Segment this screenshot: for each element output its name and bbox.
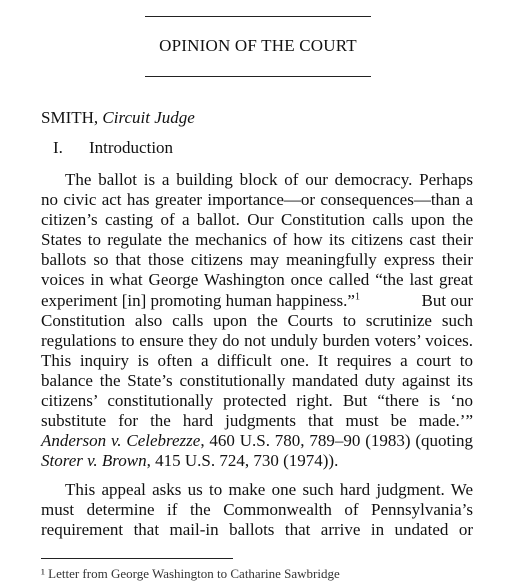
judge-title: Circuit Judge — [102, 108, 195, 127]
footnote-text: ¹ Letter from George Washington to Catharine Sawbridge — [41, 566, 340, 581]
opinion-heading: OPINION OF THE COURT — [159, 36, 357, 55]
footnote-divider — [41, 558, 233, 559]
text-line: regulations to ensure they do not unduly burden voters’ voices. — [41, 330, 473, 350]
text-line: requirement that mail-in ballots that arrive in undated or — [41, 520, 473, 540]
section-heading — [53, 138, 173, 158]
text-segment: But our — [421, 290, 473, 310]
text-line: citizens’ constitutionally protected right. But “there is ‘no — [41, 391, 473, 411]
text-line: Constitution also calls upon the Courts to scrutinize such — [41, 310, 473, 330]
text-line: voices in what George Washington once called “the last great — [41, 270, 473, 290]
text-segment: experiment [in] promoting human happiness.” — [41, 290, 355, 310]
paragraph-1 — [41, 170, 473, 471]
text-line: ballots so that those citizens may meaningfully express their — [41, 250, 473, 270]
text-line: no civic act has greater importance—or consequences—than a — [41, 190, 473, 210]
judge-name: SMITH, — [41, 108, 99, 127]
citation-text: , 460 U.S. 780, 789–90 (1983) (quoting — [200, 431, 473, 451]
text-line: citizen’s casting of a ballot. Our Constitution calls upon the — [41, 210, 473, 230]
text-line: balance the State’s constitutionally mandated duty against its — [41, 370, 473, 390]
footnote-marker[interactable]: 1 — [354, 290, 360, 302]
citation-line — [41, 451, 473, 471]
judge-line — [41, 108, 195, 128]
text-line: The ballot is a building block of our democracy. Perhaps — [65, 170, 473, 189]
citation-line — [41, 431, 473, 451]
paragraph-2 — [41, 480, 473, 540]
bottom-rule — [145, 76, 371, 77]
top-rule — [145, 16, 371, 17]
section-title: Introduction — [89, 138, 174, 157]
text-line-with-footnote — [41, 291, 473, 311]
text-line: substitute for the hard judgments that must be made.’” — [41, 411, 473, 431]
text-line: States to regulate the mechanics of how its citizens cast their — [41, 230, 473, 250]
case-name: Storer v. Brown — [41, 451, 147, 471]
citation-text: , 415 U.S. 724, 730 (1974)). — [146, 451, 339, 471]
text-line: must determine if the Commonwealth of Pennsylvania’s — [41, 500, 473, 520]
text-line: This inquiry is often a difficult one. It requires a court to — [41, 350, 473, 370]
case-name: Anderson v. Celebrezze — [41, 431, 201, 451]
section-number: I. — [53, 138, 63, 157]
text-line: This appeal asks us to make one such hard judgment. We — [65, 480, 473, 499]
